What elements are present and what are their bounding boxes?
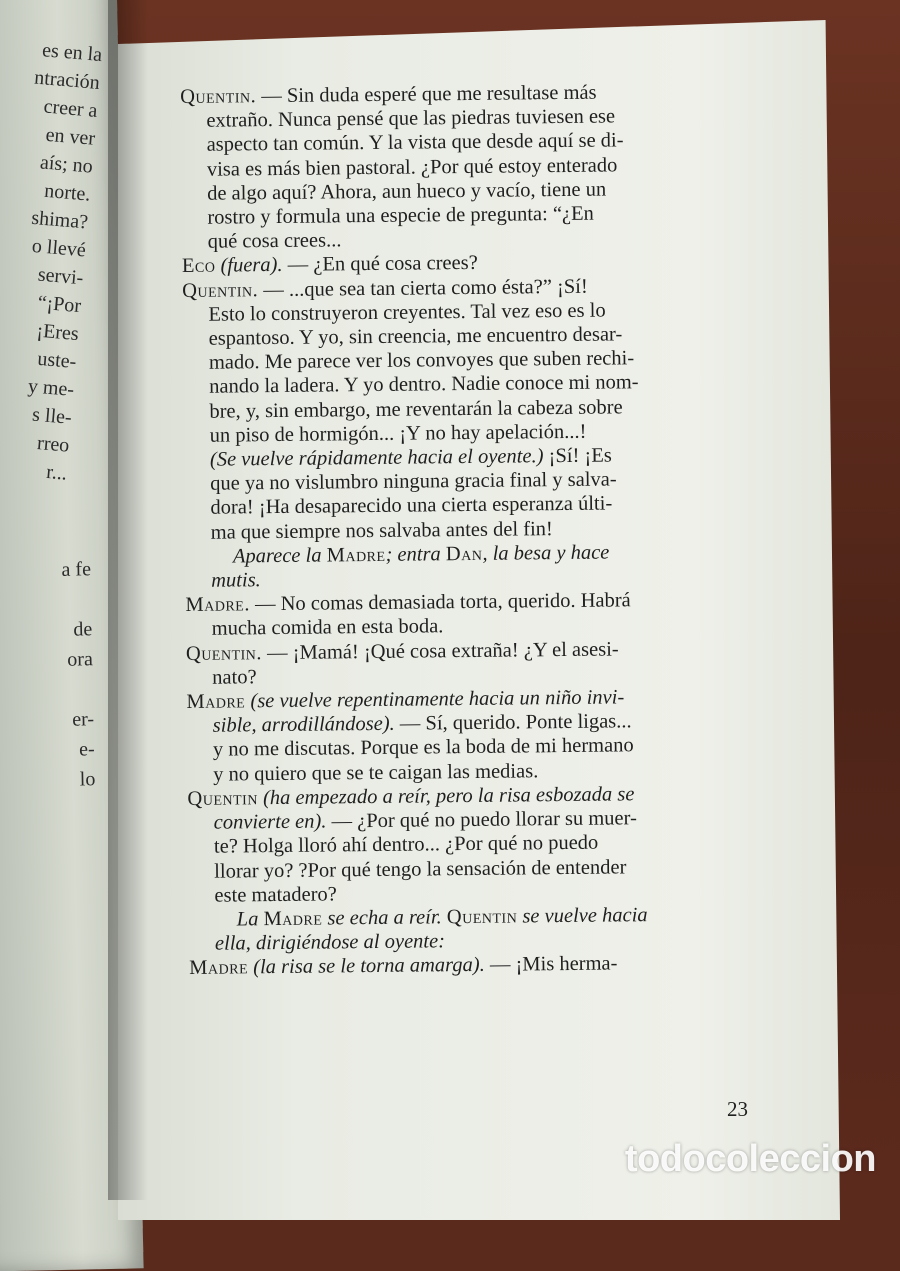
stage-text: La xyxy=(236,908,259,931)
text-line: mado. Me parece ver los convoyes que suben rechi- xyxy=(208,347,635,374)
facing-line: de xyxy=(73,618,93,641)
facing-line: rreo xyxy=(36,432,71,457)
dialogue-madre-1 xyxy=(185,587,745,641)
facing-line: “¡Por xyxy=(36,291,82,318)
stage-text: Aparece la xyxy=(232,544,322,568)
facing-line: aís; no xyxy=(39,151,94,178)
character-name: Madre xyxy=(263,907,323,931)
page-number: 23 xyxy=(727,1097,748,1121)
speaker-name: Quentin xyxy=(187,787,258,810)
facing-line xyxy=(0,674,102,707)
speaker-note: convierte en). xyxy=(213,810,327,834)
text-line: extraño. Nunca pensé que las piedras tuviesen ese xyxy=(206,105,616,132)
text-line: y no me discutas. Porque es la boda de mi hermano xyxy=(212,734,634,762)
speaker-note: (ha empezado a reír, pero la risa esbozada se xyxy=(262,783,635,810)
speaker-note: (la risa se le torna amarga). xyxy=(253,954,485,979)
stage-text: ella, dirigiéndose al oyente: xyxy=(214,930,446,955)
dialogue-madre-2 xyxy=(186,684,747,787)
text-line: ma que siempre nos salvaba antes del fin! xyxy=(210,517,553,544)
character-name: Quentin xyxy=(446,905,518,929)
text-line: — ¡Mamá! ¡Qué cosa extraña! ¿Y el asesi- xyxy=(266,638,619,664)
text-line: y no quiero que se te caigan las medias. xyxy=(213,759,539,786)
text-line: — Sí, querido. Ponte ligas... xyxy=(399,710,632,736)
stage-text: , la besa y hace xyxy=(482,541,610,565)
speaker-name: Eco xyxy=(181,255,216,278)
text-line: nato? xyxy=(212,666,257,689)
facing-line xyxy=(0,584,100,617)
facing-line: en ver xyxy=(44,123,96,150)
text-line: dora! ¡Ha desaparecido una cierta esperanza últi- xyxy=(210,492,613,520)
stage-direction-1 xyxy=(185,539,745,593)
text-line: — No comas demasiada torta, querido. Habrá xyxy=(254,589,631,616)
dialogue-quentin-1 xyxy=(180,79,742,254)
facing-line: lo xyxy=(79,768,96,791)
text-line: un piso de hormigón... ¡Y no hay apelación...! xyxy=(209,420,587,447)
facing-line: norte. xyxy=(43,179,92,206)
text-line: este matadero? xyxy=(214,883,337,907)
stage-direction-2 xyxy=(189,902,749,956)
facing-line: a fe xyxy=(61,558,92,581)
stage-direction-inline: (Se vuelve rápidamente hacia el oyente.) xyxy=(209,445,544,471)
stage-text: se echa a reír. xyxy=(327,906,442,930)
facing-line: shima? xyxy=(30,206,89,234)
text-line: — Sin duda esperé que me resultase más xyxy=(261,81,597,108)
text-line: aspecto tan común. Y la vista que desde aquí se di- xyxy=(206,129,624,157)
text-line: — ...que sea tan cierta como ésta?” ¡Sí! xyxy=(263,275,588,301)
book-spine-shadow xyxy=(108,0,148,1200)
facing-line: y me- xyxy=(27,375,75,401)
page-text xyxy=(180,79,749,980)
text-line: — ¡Mis herma- xyxy=(489,952,618,977)
speaker-name: Quentin. xyxy=(182,278,259,302)
speaker-name: Quentin. xyxy=(180,85,257,108)
stage-text: ; entra xyxy=(385,543,441,566)
speaker-note: sible, arrodillándose). xyxy=(212,713,395,737)
stage-text: mutis. xyxy=(211,569,261,592)
facing-line: s lle- xyxy=(31,403,73,429)
text-line: rostro y formula una especie de pregunta: “¿En xyxy=(207,202,594,229)
text-line: que ya no vislumbro ninguna gracia final y salva- xyxy=(210,468,617,495)
text-line: nando la ladera. Y yo dentro. Nadie conoce mi nom- xyxy=(209,371,639,399)
facing-page-text-lower xyxy=(0,554,104,796)
text-line: de algo aquí? Ahora, aun hueco y vacío, tiene un xyxy=(207,178,607,205)
text-line: mucha comida en esta boda. xyxy=(211,615,444,641)
character-name: Dan xyxy=(445,542,483,566)
facing-line: servi- xyxy=(37,263,85,290)
facing-line: es en la xyxy=(41,39,103,67)
speaker-name: Quentin. xyxy=(185,641,263,665)
text-line: te? Holga lloró ahí dentro... ¿Por qué no puedo xyxy=(213,831,599,858)
facing-line: er- xyxy=(72,708,95,731)
facing-line: uste- xyxy=(36,347,78,374)
speaker-name: Madre xyxy=(189,956,249,980)
speaker-name: Madre. xyxy=(185,593,251,617)
text-line: Esto lo construyeron creyentes. Tal vez eso es lo xyxy=(208,299,606,326)
text-line: espantoso. Y yo, sin creencia, me encuentro desar- xyxy=(208,323,623,350)
facing-line: ¡Eres xyxy=(35,319,80,346)
dialogue-quentin-4 xyxy=(187,781,748,908)
facing-line: r... xyxy=(45,460,68,485)
text-line: ¡Sí! ¡Es xyxy=(548,444,612,468)
dialogue-quentin-3 xyxy=(186,636,746,690)
facing-line: e- xyxy=(78,738,95,761)
character-name: Madre xyxy=(326,543,386,567)
text-line: — ¿Por qué no puedo llorar su muer- xyxy=(331,807,637,833)
text-line: qué cosa crees... xyxy=(207,229,342,253)
text-line: visa es más bien pastoral. ¿Por qué estoy enterado xyxy=(206,154,618,181)
text-line: bre, y, sin embargo, me reventarán la cabeza sobre xyxy=(209,396,623,423)
watermark-logo: todocoleccion xyxy=(624,1138,876,1180)
speaker-note: (se vuelve repentinamente hacia un niño invi- xyxy=(250,686,625,713)
speaker-note: (fuera). xyxy=(220,254,283,278)
text-line: llorar yo? ?Por qué tengo la sensación de entender xyxy=(214,855,627,883)
facing-line: ntración xyxy=(33,66,101,95)
facing-line: o llevé xyxy=(31,234,87,262)
facing-page-text-upper xyxy=(0,31,125,489)
facing-line: creer a xyxy=(42,95,99,122)
stage-text: se vuelve hacia xyxy=(522,904,648,928)
dialogue-quentin-2 xyxy=(182,273,745,545)
text-line: — ¿En qué cosa crees? xyxy=(287,252,478,277)
speaker-name: Madre xyxy=(186,690,246,714)
facing-line: ora xyxy=(67,648,94,671)
